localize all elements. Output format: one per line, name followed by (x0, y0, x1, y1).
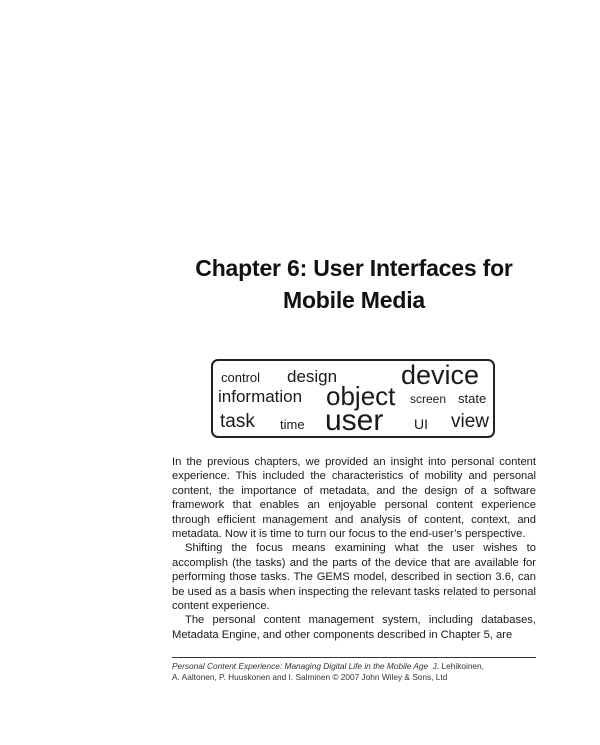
footer-book-title: Personal Content Experience: Managing Digital Life in the Mobile Age (172, 661, 429, 671)
word-information: information (218, 387, 303, 406)
footer-divider (172, 657, 536, 658)
word-control: control (221, 370, 261, 385)
paragraph: Shifting the focus means examining what the user wishes to accomplish (the tasks) and the parts of the device that are available for performing those tasks. The GEMS model, described in section 3.6, can be used as a basis when inspecting the relevant tasks related to personal content experience. (172, 542, 536, 613)
word-task: task (220, 411, 255, 432)
footer-authors-line-2: A. Aaltonen, P. Huuskonen and I. Salminen © 2007 John Wiley & Sons, Ltd (172, 672, 448, 682)
paragraph: The personal content management system, including databases, Metadata Engine, and other components described in Chapter 5, are (172, 614, 536, 641)
word-screen: screen (410, 392, 447, 406)
word-cloud-box (211, 359, 495, 438)
word-object: object (326, 381, 396, 411)
chapter-title-line-1: Chapter 6: User Interfaces for (195, 255, 513, 281)
paragraph: In the previous chapters, we provided an insight into personal content experience. This included the characteristics of mobility and personal content, the importance of metadata, and the design of a software framework that enables an enjoyable personal content experience through efficient management and analysis of content, context, and metadata. Now it is time to turn our focus to the end-user’s perspective. (172, 456, 536, 541)
word-user: user (325, 404, 384, 437)
footer-citation (172, 661, 536, 683)
word-view: view (451, 411, 490, 432)
word-design: design (287, 367, 338, 386)
word-state: state (458, 391, 487, 406)
chapter-title (172, 252, 536, 316)
body-text (172, 455, 536, 642)
chapter-title-line-2: Mobile Media (282, 287, 425, 313)
footer-authors-line-1: J. Lehikoinen, (432, 661, 484, 671)
word-ui: UI (414, 416, 428, 432)
word-time: time (280, 417, 305, 432)
word-device: device (401, 360, 480, 390)
